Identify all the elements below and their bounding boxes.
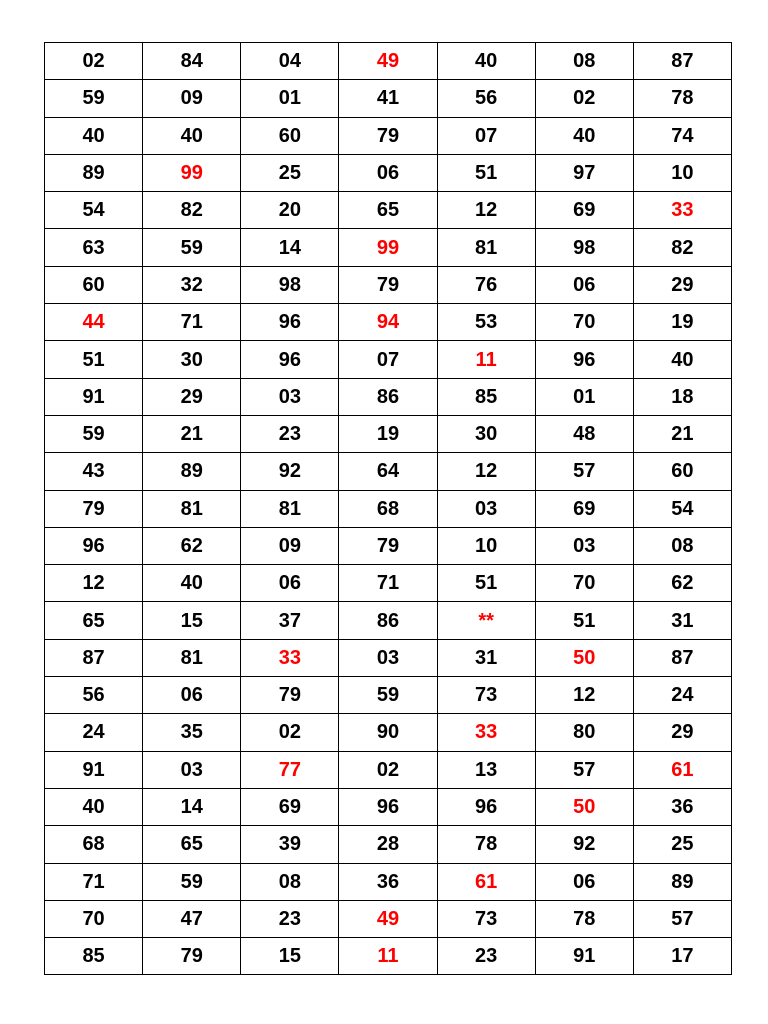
number-cell: 79 (339, 527, 437, 564)
number-cell: 98 (535, 229, 633, 266)
number-cell: 96 (241, 341, 339, 378)
number-cell: 32 (143, 266, 241, 303)
number-cell: 81 (143, 490, 241, 527)
number-cell: 96 (241, 304, 339, 341)
number-cell: 23 (241, 415, 339, 452)
table-row (45, 80, 732, 117)
highlighted-number-cell: 33 (633, 192, 731, 229)
number-cell: 08 (241, 863, 339, 900)
number-cell: 06 (535, 863, 633, 900)
number-cell: 14 (143, 788, 241, 825)
number-cell: 81 (241, 490, 339, 527)
number-cell: 86 (339, 602, 437, 639)
number-cell: 73 (437, 900, 535, 937)
number-chart-body (45, 43, 732, 975)
number-cell: 19 (633, 304, 731, 341)
number-cell: 96 (437, 788, 535, 825)
number-cell: 57 (633, 900, 731, 937)
highlighted-number-cell: 61 (633, 751, 731, 788)
number-cell: 24 (45, 714, 143, 751)
number-cell: 12 (437, 453, 535, 490)
number-cell: 08 (535, 43, 633, 80)
number-cell: 01 (241, 80, 339, 117)
number-cell: 06 (241, 565, 339, 602)
number-cell: 25 (633, 826, 731, 863)
highlighted-number-cell: 94 (339, 304, 437, 341)
number-cell: 30 (143, 341, 241, 378)
number-cell: 69 (535, 192, 633, 229)
number-cell: 89 (143, 453, 241, 490)
highlighted-number-cell: 49 (339, 43, 437, 80)
number-cell: 59 (45, 80, 143, 117)
number-cell: 03 (535, 527, 633, 564)
highlighted-number-cell: 11 (437, 341, 535, 378)
number-cell: 68 (45, 826, 143, 863)
number-cell: 09 (143, 80, 241, 117)
number-cell: 06 (143, 677, 241, 714)
number-cell: 65 (45, 602, 143, 639)
number-cell: 79 (143, 938, 241, 975)
number-cell: 12 (535, 677, 633, 714)
number-cell: 40 (143, 565, 241, 602)
number-cell: 35 (143, 714, 241, 751)
number-cell: 14 (241, 229, 339, 266)
number-cell: 08 (633, 527, 731, 564)
table-row (45, 378, 732, 415)
number-cell: 73 (437, 677, 535, 714)
number-cell: 69 (535, 490, 633, 527)
number-cell: 56 (437, 80, 535, 117)
number-cell: 97 (535, 154, 633, 191)
table-row (45, 304, 732, 341)
number-cell: 79 (45, 490, 143, 527)
number-cell: 20 (241, 192, 339, 229)
number-cell: 98 (241, 266, 339, 303)
table-row (45, 714, 732, 751)
number-cell: 70 (535, 565, 633, 602)
number-cell: 40 (45, 788, 143, 825)
number-cell: 91 (45, 378, 143, 415)
number-cell: 96 (339, 788, 437, 825)
number-cell: 30 (437, 415, 535, 452)
number-cell: 09 (241, 527, 339, 564)
number-cell: 24 (633, 677, 731, 714)
number-cell: 59 (143, 229, 241, 266)
number-cell: 71 (143, 304, 241, 341)
number-cell: 92 (241, 453, 339, 490)
highlighted-number-cell: 44 (45, 304, 143, 341)
number-cell: 89 (633, 863, 731, 900)
table-row (45, 229, 732, 266)
number-cell: 06 (535, 266, 633, 303)
number-cell: 28 (339, 826, 437, 863)
number-cell: 96 (535, 341, 633, 378)
number-cell: 78 (633, 80, 731, 117)
highlighted-number-cell: 33 (437, 714, 535, 751)
number-cell: 19 (339, 415, 437, 452)
number-cell: 85 (437, 378, 535, 415)
number-cell: 69 (241, 788, 339, 825)
number-cell: 01 (535, 378, 633, 415)
number-cell: 21 (143, 415, 241, 452)
number-cell: 53 (437, 304, 535, 341)
number-cell: 70 (535, 304, 633, 341)
number-cell: 90 (339, 714, 437, 751)
number-cell: 59 (143, 863, 241, 900)
number-cell: 60 (241, 117, 339, 154)
number-cell: 86 (339, 378, 437, 415)
table-row (45, 863, 732, 900)
number-cell: 15 (241, 938, 339, 975)
table-row (45, 266, 732, 303)
number-cell: 37 (241, 602, 339, 639)
number-cell: 39 (241, 826, 339, 863)
number-cell: 79 (241, 677, 339, 714)
number-cell: 40 (437, 43, 535, 80)
number-cell: 63 (45, 229, 143, 266)
number-cell: 03 (143, 751, 241, 788)
number-cell: 85 (45, 938, 143, 975)
highlighted-number-cell: ** (437, 602, 535, 639)
table-row (45, 415, 732, 452)
number-cell: 62 (633, 565, 731, 602)
highlighted-number-cell: 11 (339, 938, 437, 975)
number-cell: 60 (45, 266, 143, 303)
number-cell: 59 (45, 415, 143, 452)
number-cell: 02 (339, 751, 437, 788)
number-cell: 81 (437, 229, 535, 266)
number-cell: 10 (437, 527, 535, 564)
number-cell: 54 (633, 490, 731, 527)
number-cell: 12 (437, 192, 535, 229)
number-cell: 71 (45, 863, 143, 900)
number-cell: 48 (535, 415, 633, 452)
number-cell: 40 (45, 117, 143, 154)
number-cell: 57 (535, 751, 633, 788)
table-row (45, 341, 732, 378)
number-cell: 87 (633, 43, 731, 80)
table-row (45, 43, 732, 80)
table-row (45, 602, 732, 639)
table-row (45, 900, 732, 937)
number-cell: 82 (143, 192, 241, 229)
number-cell: 51 (535, 602, 633, 639)
number-cell: 23 (241, 900, 339, 937)
number-cell: 41 (339, 80, 437, 117)
number-cell: 87 (633, 639, 731, 676)
number-cell: 40 (535, 117, 633, 154)
highlighted-number-cell: 50 (535, 788, 633, 825)
number-cell: 64 (339, 453, 437, 490)
number-cell: 81 (143, 639, 241, 676)
number-cell: 17 (633, 938, 731, 975)
number-cell: 51 (437, 154, 535, 191)
number-cell: 59 (339, 677, 437, 714)
table-row (45, 788, 732, 825)
number-cell: 82 (633, 229, 731, 266)
number-cell: 62 (143, 527, 241, 564)
table-row (45, 826, 732, 863)
highlighted-number-cell: 49 (339, 900, 437, 937)
number-cell: 87 (45, 639, 143, 676)
number-cell: 10 (633, 154, 731, 191)
number-cell: 56 (45, 677, 143, 714)
number-cell: 07 (339, 341, 437, 378)
number-cell: 78 (535, 900, 633, 937)
number-cell: 15 (143, 602, 241, 639)
highlighted-number-cell: 99 (339, 229, 437, 266)
table-row (45, 677, 732, 714)
number-cell: 06 (339, 154, 437, 191)
table-row (45, 490, 732, 527)
highlighted-number-cell: 99 (143, 154, 241, 191)
number-cell: 84 (143, 43, 241, 80)
number-cell: 02 (45, 43, 143, 80)
number-cell: 29 (633, 266, 731, 303)
number-cell: 18 (633, 378, 731, 415)
number-cell: 54 (45, 192, 143, 229)
table-row (45, 154, 732, 191)
number-cell: 43 (45, 453, 143, 490)
number-cell: 07 (437, 117, 535, 154)
table-row (45, 117, 732, 154)
table-row (45, 192, 732, 229)
number-cell: 89 (45, 154, 143, 191)
number-cell: 96 (45, 527, 143, 564)
highlighted-number-cell: 77 (241, 751, 339, 788)
number-cell: 12 (45, 565, 143, 602)
number-cell: 04 (241, 43, 339, 80)
highlighted-number-cell: 50 (535, 639, 633, 676)
number-cell: 68 (339, 490, 437, 527)
table-row (45, 453, 732, 490)
number-cell: 02 (535, 80, 633, 117)
number-cell: 91 (45, 751, 143, 788)
number-cell: 36 (633, 788, 731, 825)
number-cell: 40 (143, 117, 241, 154)
number-cell: 29 (633, 714, 731, 751)
number-cell: 31 (633, 602, 731, 639)
number-cell: 71 (339, 565, 437, 602)
table-row (45, 938, 732, 975)
number-cell: 03 (241, 378, 339, 415)
highlighted-number-cell: 61 (437, 863, 535, 900)
number-cell: 36 (339, 863, 437, 900)
number-cell: 79 (339, 117, 437, 154)
number-cell: 51 (437, 565, 535, 602)
highlighted-number-cell: 33 (241, 639, 339, 676)
number-cell: 79 (339, 266, 437, 303)
number-cell: 23 (437, 938, 535, 975)
number-cell: 25 (241, 154, 339, 191)
number-cell: 02 (241, 714, 339, 751)
number-chart-table (44, 42, 732, 975)
table-row (45, 527, 732, 564)
table-row (45, 565, 732, 602)
number-cell: 21 (633, 415, 731, 452)
number-cell: 74 (633, 117, 731, 154)
number-cell: 76 (437, 266, 535, 303)
number-cell: 80 (535, 714, 633, 751)
table-row (45, 639, 732, 676)
number-cell: 78 (437, 826, 535, 863)
number-cell: 13 (437, 751, 535, 788)
number-cell: 57 (535, 453, 633, 490)
number-cell: 92 (535, 826, 633, 863)
number-cell: 65 (143, 826, 241, 863)
table-row (45, 751, 732, 788)
number-cell: 51 (45, 341, 143, 378)
number-cell: 40 (633, 341, 731, 378)
number-cell: 65 (339, 192, 437, 229)
number-cell: 31 (437, 639, 535, 676)
number-cell: 91 (535, 938, 633, 975)
number-cell: 70 (45, 900, 143, 937)
number-cell: 03 (339, 639, 437, 676)
number-cell: 47 (143, 900, 241, 937)
number-cell: 29 (143, 378, 241, 415)
number-cell: 03 (437, 490, 535, 527)
number-cell: 60 (633, 453, 731, 490)
